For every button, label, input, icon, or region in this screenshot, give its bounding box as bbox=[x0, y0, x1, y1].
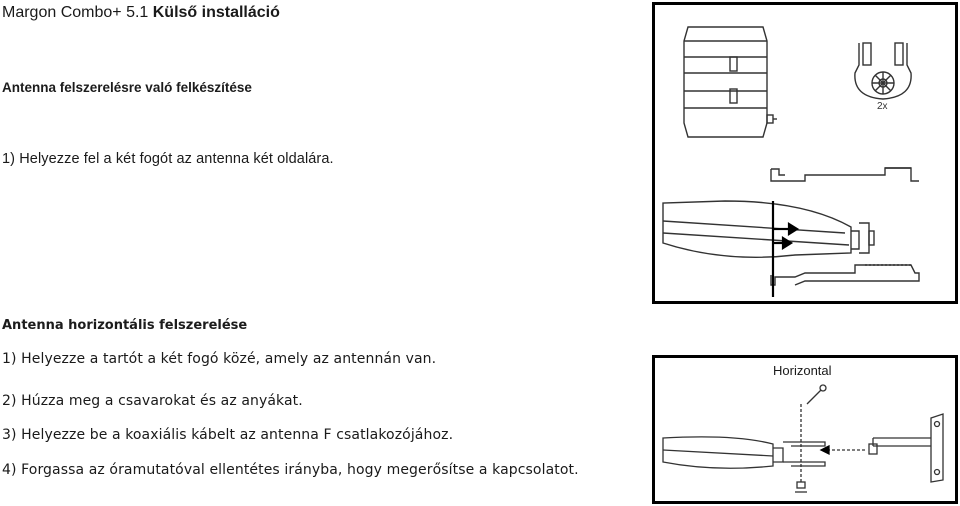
heading-prefix: Margon Combo+ 5.1 bbox=[2, 4, 153, 21]
step-prep-1: 1) Helyezze fel a két fogót az antenna két oldalára. bbox=[2, 151, 334, 167]
page-heading bbox=[2, 4, 280, 22]
step-horizontal-2: 2) Húzza meg a csavarokat és az anyákat. bbox=[2, 393, 303, 409]
step-horizontal-4: 4) Forgassa az óramutatóval ellentétes irányba, hogy megerősítse a kapcsolatot. bbox=[2, 462, 579, 478]
heading-title: Külső installáció bbox=[152, 4, 280, 21]
figure-horizontal-mount bbox=[652, 355, 958, 504]
step-horizontal-3: 3) Helyezze be a koaxiális kábelt az antenna F csatlakozójához. bbox=[2, 427, 454, 443]
figure-label-horizontal: Horizontal bbox=[773, 363, 832, 378]
quantity-label: 2x bbox=[877, 101, 888, 112]
section-title-horizontal: Antenna horizontális felszerelése bbox=[2, 318, 248, 333]
step-horizontal-1: 1) Helyezze a tartót a két fogó közé, amely az antennán van. bbox=[2, 351, 437, 367]
horizontal-mount-illustration bbox=[655, 358, 955, 501]
section-title-preparation: Antenna felszerelésre való felkészítése bbox=[2, 80, 252, 95]
clamp-attachment-illustration bbox=[655, 5, 955, 301]
figure-clamp-attachment bbox=[652, 2, 958, 304]
